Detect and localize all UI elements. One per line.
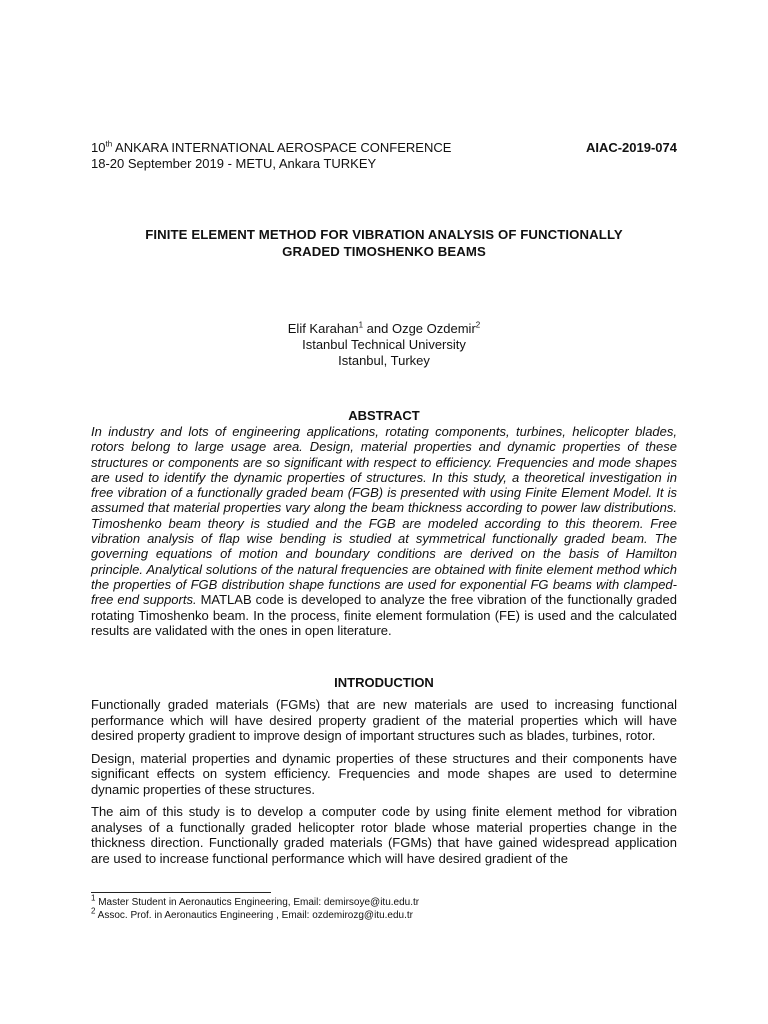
- author-2: Ozge Ozdemir: [391, 321, 476, 336]
- footnote-1-text: Master Student in Aeronautics Engineering, Email: demirsoye@itu.edu.tr: [95, 897, 420, 908]
- introduction-paragraph-2: Design, material properties and dynamic properties of these structures and their components have significant effects on system efficiency. Frequencies and mode shapes are used to determine dynamic properties of these structures.: [91, 750, 677, 797]
- footnotes: [91, 893, 677, 922]
- conference-header: [91, 140, 677, 172]
- abstract-normal-text: MATLAB code is developed to analyze the free vibration of the functionally graded rotating Timoshenko beam. In the process, finite element formulation (FE) is used and the calculated results are validated with the ones in open literature.: [91, 592, 677, 638]
- footnote-2: [91, 906, 677, 922]
- conference-name: ANKARA INTERNATIONAL AEROSPACE CONFERENCE: [112, 140, 452, 155]
- title-line-2: GRADED TIMOSHENKO BEAMS: [282, 244, 486, 259]
- introduction-paragraph-1: Functionally graded materials (FGMs) that are new materials are used to increasing functional performance which will have desired property gradient of the material properties which will have desired property gradient to improve design of important structures such as blades, turbines, rotor.: [91, 697, 677, 743]
- footnote-2-text: Assoc. Prof. in Aeronautics Engineering , Email: ozdemirozg@itu.edu.tr: [95, 910, 413, 921]
- author-1-footnote-mark: 1: [358, 320, 364, 330]
- conference-ordinal: th: [105, 139, 113, 149]
- footnote-1-number: 1: [91, 893, 96, 903]
- abstract-italic-text: In industry and lots of engineering applications, rotating components, turbines, helicopter blades, rotors belong to large usage area. Design, material properties and dynamic properties of these structures or components are so significant with respect to efficiency. Frequencies and mode shapes are used to identify the dynamic properties of structures. In this study, a theoretical investigation in free vibration of a functionally graded beam (FGB) is presented with using Finite Element Model. It is assumed that material properties vary along the beam thickness according to power law distributions. Timoshenko beam theory is studied and the FGB are modeled according to this theorem. Free vibration analysis of flap wise bending is studied at symmetrical functionally graded beam. The governing equations of motion and boundary conditions are derived on the basis of Hamilton principle. Analytical solutions of the natural frequencies are obtained with finite element method which the properties of FGB distribution shape functions are used for exponential FG beams with clamped-free end supports.: [91, 424, 677, 608]
- footnote-divider: [91, 892, 271, 893]
- author-block: [91, 321, 677, 369]
- author-2-footnote-mark: 2: [475, 320, 481, 330]
- author-location: Istanbul, Turkey: [338, 353, 430, 368]
- author-names: [91, 321, 677, 337]
- header-row: [91, 140, 677, 156]
- author-affiliation: Istanbul Technical University: [302, 337, 466, 352]
- abstract-body: [91, 424, 677, 638]
- conference-number: 10: [91, 140, 106, 155]
- conference-title: [91, 140, 451, 156]
- introduction-paragraph-3: The aim of this study is to develop a computer code by using finite element method for vibration analyses of a functionally graded helicopter rotor blade whose material properties change in the thickness direction. Functionally graded materials (FGMs) that have gained widespread application are used to increase functional performance which will have desired gradient of the: [91, 804, 677, 866]
- title-line-1: FINITE ELEMENT METHOD FOR VIBRATION ANALYSIS OF FUNCTIONALLY: [145, 227, 623, 242]
- paper-id: AIAC-2019-074: [585, 140, 677, 155]
- conference-date-location: 18-20 September 2019 - METU, Ankara TURKEY: [91, 156, 377, 171]
- footnote-2-number: 2: [91, 906, 96, 916]
- author-conjunction: and: [363, 321, 392, 336]
- author-1: Elif Karahan: [287, 321, 359, 336]
- paper-title: [91, 226, 677, 260]
- footnote-1: [91, 893, 677, 909]
- introduction-heading: INTRODUCTION: [334, 675, 434, 690]
- introduction-body: [91, 697, 677, 873]
- abstract-heading: ABSTRACT: [348, 408, 420, 423]
